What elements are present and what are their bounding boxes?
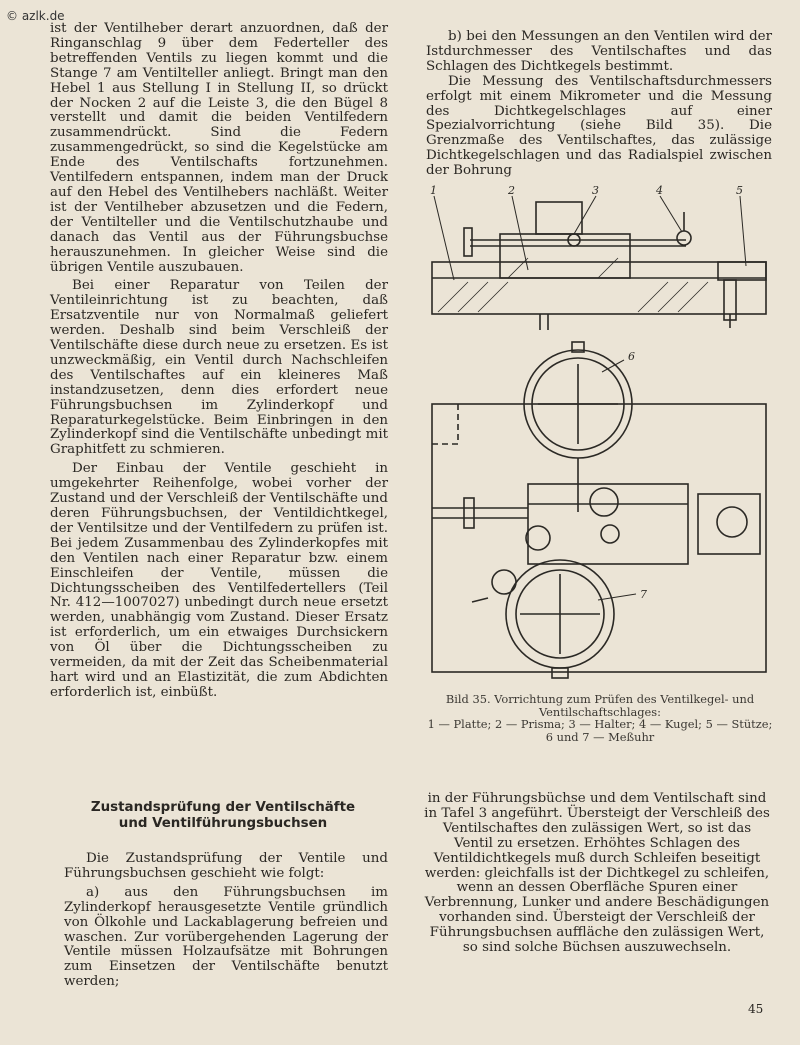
paragraph: b) bei den Messungen an den Ventilen wird der Istdurchmesser des Ventilschaftes und das Schlagen des Dichtkegels bestimmt. [426, 29, 772, 74]
heading-line: Zustandsprüfung der Ventilschäfte [90, 800, 356, 815]
figure-label-7: 7 [640, 588, 647, 601]
paragraph: ist der Ventilheber derart anzuordnen, daß der Ringanschlag 9 über dem Federteller des betreffenden Ventils zu liegen kommt und die Stange 7 am Ventilteller anliegt. Bringt man den Hebel 1 aus Stellung I in Stellung II, so drückt der Nocken 2 auf die Leiste 3, die den Bügel 8 verstellt und damit die beiden Ventilfedern zusammendrückt. Sind die Federn zusammengedrückt, so sind die Kegelstücke am Ende des Ventilschafts fortzunehmen. Ventilfedern entspannen, indem man der Druck auf den Hebel des Ventilhebers nachläßt. Weiter ist der Ventilheber abzusetzen und die Federn, der Ventilteller und die Ventilschutzhaube und danach das Ventil aus der Führungsbuchse herauszunehmen. In gleicher Weise sind die übrigen Ventile auszubauen. [50, 21, 388, 275]
page-number: 45 [748, 1002, 764, 1016]
paragraph: Bei einer Reparatur von Teilen der Ventileinrichtung ist zu beachten, daß Ersatzventile nur von Normalmaß geliefert werden. Deshalb sind beim Verschleiß der Ventilschäfte diese durch neue zu ersetzen. Es ist unzweckmäßig, ein Ventil durch Nachschleifen des Ventilschaftes auf ein kleineres Maß instandzusetzen, denn dies erfordert neue Führungsbuchsen im Zylinderkopf und Reparaturkegelstücke. Beim Einbringen in den Zylinderkopf sind die Ventilschäfte unbedingt mit Graphitfett zu schmieren. [50, 278, 388, 458]
device-drawing [428, 182, 770, 682]
paragraph: Der Einbau der Ventile geschieht in umgekehrter Reihenfolge, wobei vorher der Zustand und der Verschleiß der Ventilschäfte und deren Führungsbuchsen, der Ventildichtkegel, der Ventilsitze und der Ventilfedern zu prüfen ist. Bei jedem Zusammenbau des Zylinderkopfes mit den Ventilen nach einer Reparatur bzw. einem Einschleifen der Ventile, müssen die Dichtungsscheiben des Ventilfedertellers (Teil Nr. 412—1007027) unbedingt durch neue ersetzt werden, unabhängig vom Zustand. Dieser Ersatz ist erforderlich, um ein etwaiges Durchsickern von Öl über die Dichtungsscheiben zu vermeiden, da mit der Zeit das Scheibenmaterial hart wird und an Elastizität, die zum Abdichten erforderlich ist, einbüßt. [50, 461, 388, 700]
left-column [50, 22, 388, 701]
figure-bild-35 [428, 182, 770, 682]
figure-caption [426, 693, 774, 743]
figure-label-4: 4 [656, 184, 663, 197]
paragraph: Die Messung des Ventilschaftsdurchmessers erfolgt mit einem Mikrometer und die Messung des Dichtkegelschlages auf einer Spezialvorrichtung (siehe Bild 35). Die Grenzmaße des Ventilschaftes, das zulässige Dichtkegelschlagen und das Radialspiel zwischen der Bohrung [426, 73, 772, 179]
figure-label-6: 6 [628, 350, 635, 363]
figure-label-5: 5 [736, 184, 743, 197]
figure-label-3: 3 [592, 184, 599, 197]
caption-line: 1 — Platte; 2 — Prisma; 3 — Halter; 4 — Kugel; 5 — Stütze; 6 und 7 — Meßuhr [427, 717, 773, 744]
watermark: © azlk.de [6, 9, 65, 23]
heading-line: und Ventilführungsbuchsen [118, 816, 328, 831]
figure-label-1: 1 [430, 184, 437, 197]
caption-line: Bild 35. Vorrichtung zum Prüfen des Ventilkegel- und Ventilschaftschlages: [445, 692, 755, 719]
paragraph: in der Führungsbüchse und dem Ventilschaft sind in Tafel 3 angeführt. Übersteigt der Verschleiß des Ventilschaftes den zulässigen Wert, so ist das Ventil zu ersetzen. Erhöhtes Schlagen des Ventildichtkegels muß durch Schleifen beseitigt werden: gleichfalls ist der Dichtkegel zu schleifen, wenn an dessen Oberfläche Spuren einer Verbrennung, Lunker und andere Beschädigungen vorhanden sind. Übersteigt der Verschleiß der Führungsbuchsen auffläche den zulässigen Wert, so sind solche Büchsen auszuwechseln. [424, 791, 770, 956]
paragraph: Die Zustandsprüfung der Ventile und Führungsbuchsen geschieht wie folgt: [64, 851, 388, 881]
section-heading [70, 800, 376, 832]
right-column [426, 30, 772, 179]
left-bottom-column [64, 852, 388, 990]
paragraph: a) aus den Führungsbuchsen im Zylinderkopf herausgesetzte Ventile gründlich von Ölkohle und Lackablagerung befreien und waschen. Zur vorübergehenden Lagerung der Ventile müssen Holzaufsätze mit Bohrungen zum Einsetzen der Ventilschäfte benutzt werden; [64, 884, 388, 990]
right-bottom-column [424, 792, 770, 956]
figure-label-2: 2 [508, 184, 515, 197]
